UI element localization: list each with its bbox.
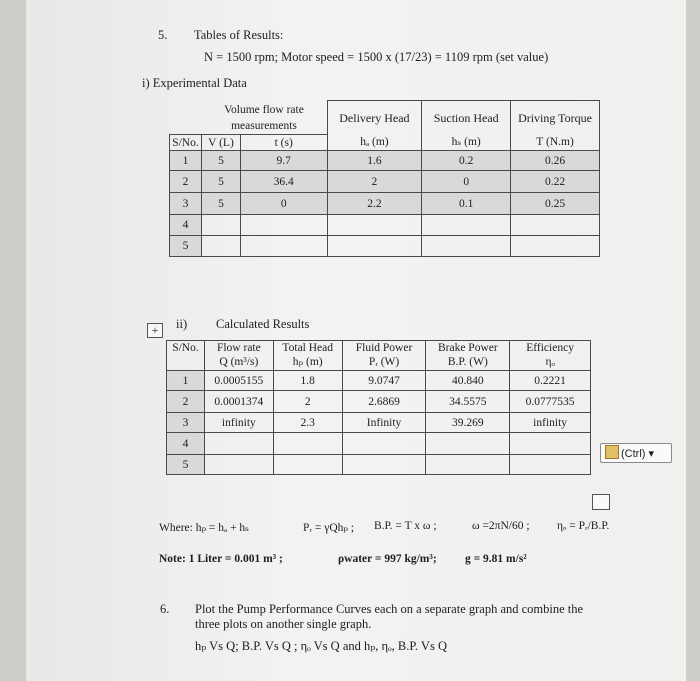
table-row: 4 <box>170 215 600 236</box>
document-page <box>26 0 686 681</box>
chevron-down-icon: ▾ <box>648 448 655 460</box>
section-number: 5. <box>158 28 168 42</box>
efficiency-cell-edit[interactable]: infinity <box>510 413 591 433</box>
col-total-head: Total Head <box>273 341 342 355</box>
col-sno: S/No. <box>167 341 205 355</box>
col-efficiency: Efficiency <box>510 341 591 355</box>
table-move-handle-icon[interactable]: + <box>147 323 163 338</box>
unit-fluid-power: Pᵣ (W) <box>342 355 426 371</box>
table-row: 1 5 9.7 1.6 0.2 0.26 <box>170 151 600 171</box>
section-title: Tables of Results: <box>194 28 284 42</box>
experimental-title: i) Experimental Data <box>142 76 247 90</box>
task-line-1: Plot the Pump Performance Curves each on a separate graph and combine the <box>195 602 584 616</box>
paste-options-label: (Ctrl) <box>621 448 646 460</box>
formula-brake-power: B.P. = T x ω ; <box>374 520 437 532</box>
table-row: 3 infinity 2.3 Infinity 39.269 infinity <box>167 413 591 433</box>
formula-fluid-power: Pᵣ = γQhₚ ; <box>303 522 355 534</box>
unit-suction-head: hₛ (m) <box>422 135 511 151</box>
formula-omega: ω =2πN/60 ; <box>472 520 530 532</box>
col-sno: S/No. <box>170 135 202 151</box>
group-header-2: measurements <box>201 119 327 135</box>
task-line-2: three plots on another single graph. <box>195 617 372 631</box>
experimental-table <box>169 100 600 257</box>
unit-delivery-head: hₐ (m) <box>327 135 422 151</box>
col-driving-torque: Driving Torque <box>511 101 600 135</box>
clipboard-icon <box>605 445 619 459</box>
col-delivery-head: Delivery Head <box>327 101 422 135</box>
group-header-1: Volume flow rate <box>224 103 304 116</box>
col-brake-power: Brake Power <box>426 341 510 355</box>
table-row: 2 5 36.4 2 0 0.22 <box>170 171 600 193</box>
table-row: 4 <box>167 433 591 455</box>
table-row: 5 <box>167 455 591 475</box>
note-liter: Note: 1 Liter = 0.001 m³ ; <box>159 553 283 565</box>
calculated-roman: ii) <box>176 317 188 331</box>
formula-total-head: Where: hₚ = hₐ + hₛ <box>159 522 250 534</box>
calculated-table <box>166 340 591 475</box>
task-number: 6. <box>160 602 170 616</box>
note-density: ρwater = 997 kg/m³; <box>338 553 437 565</box>
unit-flow-rate: Q (m³/s) <box>204 355 273 371</box>
table-resize-handle-icon[interactable] <box>592 494 610 510</box>
table-row: 1 0.0005155 1.8 9.0747 40.840 0.2221 <box>167 371 591 391</box>
unit-torque: T (N.m) <box>511 135 600 151</box>
formula-efficiency: ηₒ = Pᵣ/B.P. <box>557 520 610 532</box>
unit-brake-power: B.P. (W) <box>426 355 510 371</box>
unit-efficiency: ηₒ <box>510 355 591 371</box>
calculated-title: Calculated Results <box>216 317 310 331</box>
note-gravity: g = 9.81 m/s² <box>465 553 527 565</box>
col-suction-head: Suction Head <box>422 101 511 135</box>
speed-line: N = 1500 rpm; Motor speed = 1500 x (17/23) = 1109 rpm (set value) <box>204 50 549 64</box>
table-row: 5 <box>170 236 600 257</box>
col-time: t (s) <box>240 135 327 151</box>
col-flow-rate: Flow rate <box>204 341 273 355</box>
task-line-3: hₚ Vs Q; B.P. Vs Q ; ηₒ Vs Q and hₚ, ηₒ, B.P. Vs Q <box>195 639 447 653</box>
paste-options-button[interactable] <box>600 443 672 463</box>
table-row: 2 0.0001374 2 2.6869 34.5575 0.0777535 <box>167 391 591 413</box>
unit-total-head: hₚ (m) <box>273 355 342 371</box>
col-fluid-power: Fluid Power <box>342 341 426 355</box>
table-row: 3 5 0 2.2 0.1 0.25 <box>170 193 600 215</box>
col-volume: V (L) <box>201 135 240 151</box>
